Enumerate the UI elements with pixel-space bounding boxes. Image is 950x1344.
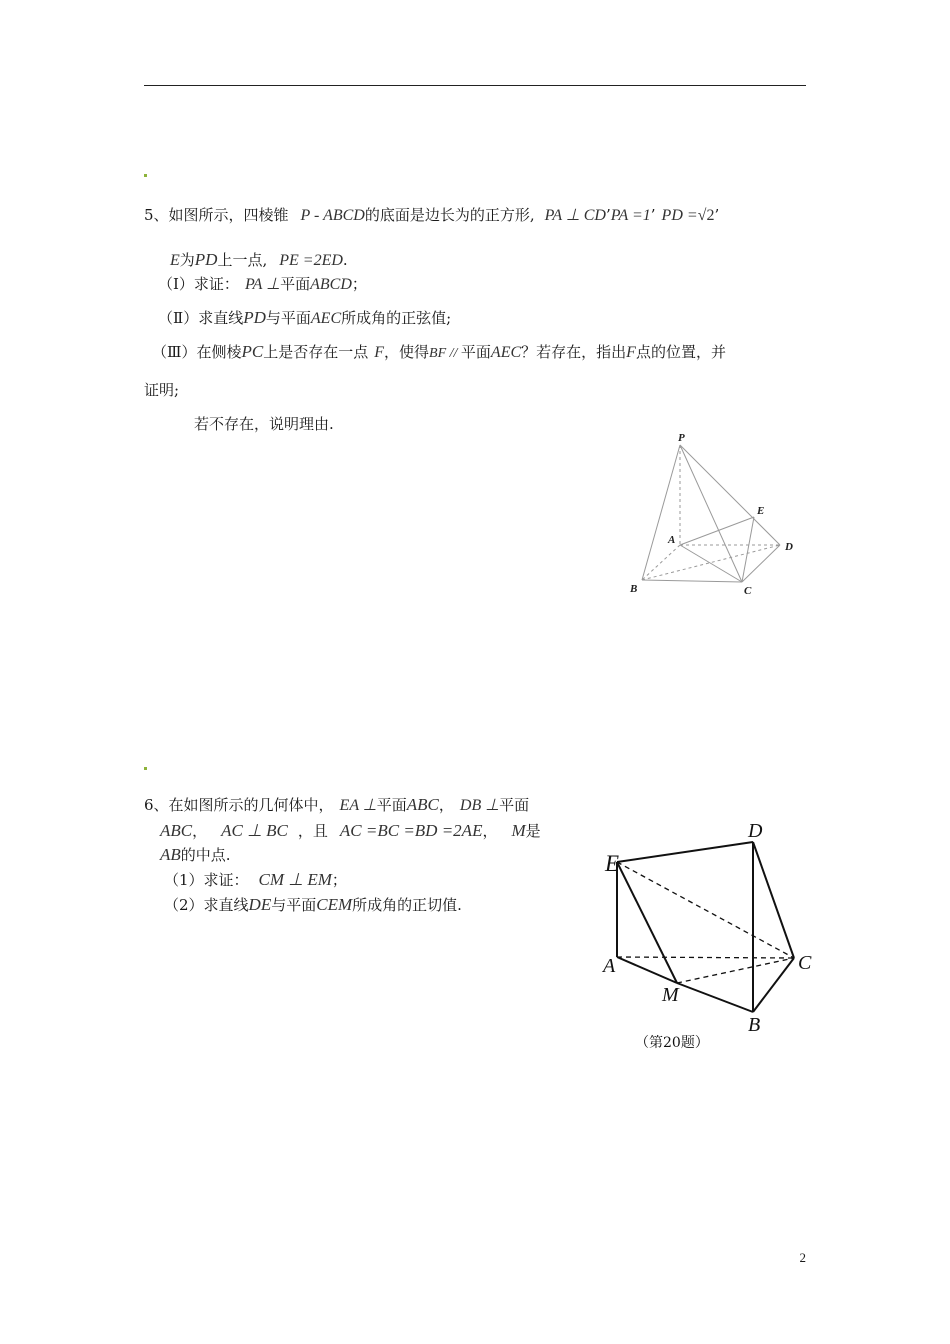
q5-text: ，使得 (384, 343, 430, 361)
q5-number: 5、如图所示，四棱锥 (144, 206, 289, 224)
q5-text: 若不存在，说明理由. (194, 415, 334, 433)
q6-math: M (511, 821, 526, 840)
line-ac (680, 545, 742, 582)
q5-sep: ’ (714, 206, 720, 224)
q5-math: AEC (310, 310, 342, 327)
q6-math: ABC (406, 795, 439, 814)
q5-sep: ’ (650, 206, 656, 224)
q5-text: 与平面 (265, 309, 311, 327)
q6-text: 是 (525, 822, 541, 840)
q5-sep: ’ (605, 206, 611, 224)
edge-am (617, 957, 677, 983)
q5-text: 的底面是边长为的正方形, (364, 206, 535, 224)
q6-figure-solid (595, 815, 825, 1065)
q6-part-2 (164, 895, 462, 915)
label-c: C (744, 585, 752, 597)
q6-math: CM ⊥ EM (258, 870, 332, 889)
q6-line-1 (144, 795, 529, 816)
q5-math-pe: PE =2ED (279, 252, 343, 269)
q5-math-pyramid: P - ABCD (300, 207, 365, 224)
line-bd (642, 545, 780, 580)
q5-text: 上一点, (217, 251, 268, 269)
q6-text: ， (482, 822, 498, 840)
q5-text: 上是否存在一点 (263, 343, 369, 361)
q6-part-1 (164, 870, 347, 890)
q6-math: AC ⊥ BC (221, 821, 288, 840)
q5-text: 点的位置，并 (635, 343, 726, 361)
line-ac (617, 957, 794, 958)
edge-mb (677, 983, 753, 1012)
label-a: A (668, 534, 676, 546)
label-d: D (785, 541, 793, 553)
label-b: B (630, 583, 638, 595)
q5-part-label: （Ⅱ）求直线 (158, 309, 244, 327)
q5-math: PA ⊥ (244, 276, 281, 293)
q5-text: 为 (179, 251, 195, 269)
q6-text: 平面 (376, 796, 407, 814)
q5-math: AEC (490, 344, 522, 361)
q5-math: F (626, 344, 636, 361)
q5-math: ABCD (310, 276, 352, 293)
q5-math-sqrt: √2 (697, 207, 715, 224)
q5-math-pd2: PD (194, 250, 218, 269)
q5-line-2 (170, 250, 348, 271)
q5-text: ； (351, 275, 367, 293)
q6-math: AC =BC =BD =2AE (339, 821, 483, 840)
q5-part-3-else (194, 414, 334, 434)
label-e: E (605, 851, 620, 876)
q5-math: F (374, 344, 384, 361)
q5-figure-pyramid (620, 425, 810, 605)
q5-text: 平面 (280, 275, 311, 293)
line-ec (617, 862, 794, 958)
edge-dc (753, 842, 794, 958)
edge-em (617, 862, 677, 983)
edge-pb (642, 445, 680, 580)
q5-part-1 (158, 274, 367, 295)
q6-math: ABC (160, 821, 193, 840)
q5-math: PC (241, 342, 264, 361)
q6-text: ； (331, 871, 347, 889)
edge-pd (680, 445, 780, 545)
q6-part-label: （2）求直线 (164, 896, 249, 914)
q6-math: EA ⊥ (339, 797, 377, 814)
q6-text: ， (192, 822, 208, 840)
header-rule (144, 85, 806, 86)
label-e: E (757, 505, 765, 517)
q5-math: PD (243, 308, 266, 327)
q6-line-2 (160, 821, 541, 841)
label-m: M (662, 984, 679, 1006)
bullet-dot (144, 174, 147, 177)
q5-math-e: E (170, 252, 180, 269)
q5-text: ？若存在，指出 (521, 343, 627, 361)
q6-line-3 (160, 845, 231, 865)
q5-part-3 (152, 342, 726, 364)
q5-math: BF // (429, 346, 461, 361)
q6-math: AB (160, 845, 181, 864)
label-c: C (798, 952, 812, 974)
q6-text: 与平面 (271, 896, 317, 914)
q6-text: ， (438, 796, 454, 814)
q6-text: 所成角的正切值. (352, 896, 462, 914)
q6-text: 平面 (499, 796, 530, 814)
q6-part-label: （1）求证： (164, 871, 249, 889)
q5-math-perp: PA ⊥ CD (544, 207, 606, 224)
q5-line-1 (144, 205, 719, 226)
q5-text: 所成角的正弦值; (341, 309, 452, 327)
label-d: D (748, 820, 763, 842)
q6-math: DE (248, 895, 272, 914)
label-b: B (748, 1014, 761, 1036)
q5-part-label: （Ⅰ）求证： (158, 275, 239, 293)
q5-math-pa: PA =1 (610, 207, 651, 224)
q5-text: . (342, 251, 348, 269)
edge-bc (642, 580, 742, 582)
q6-text: 的中点. (180, 846, 231, 864)
q5-math-pd: PD = (661, 207, 698, 224)
q5-part-label: （Ⅲ）在侧棱 (152, 343, 242, 361)
line-mc (677, 958, 794, 983)
q5-part-3-cont (144, 380, 179, 400)
page-number: 2 (799, 1250, 806, 1265)
label-a: A (603, 955, 616, 977)
q6-text: ，且 (297, 822, 328, 840)
edge-ed (617, 842, 753, 862)
line-ae (680, 517, 754, 545)
q6-math: DB ⊥ (459, 797, 500, 814)
bullet-dot (144, 767, 147, 770)
q6-math: CEM (316, 895, 353, 914)
q6-number: 6、在如图所示的几何体中， (144, 796, 334, 814)
q5-part-2 (158, 308, 451, 329)
q5-text: 平面 (460, 343, 491, 361)
label-p: P (678, 432, 685, 444)
edge-pc (680, 445, 742, 582)
figure-caption: （第20题） (635, 1035, 709, 1051)
q5-text: 证明; (144, 381, 180, 399)
